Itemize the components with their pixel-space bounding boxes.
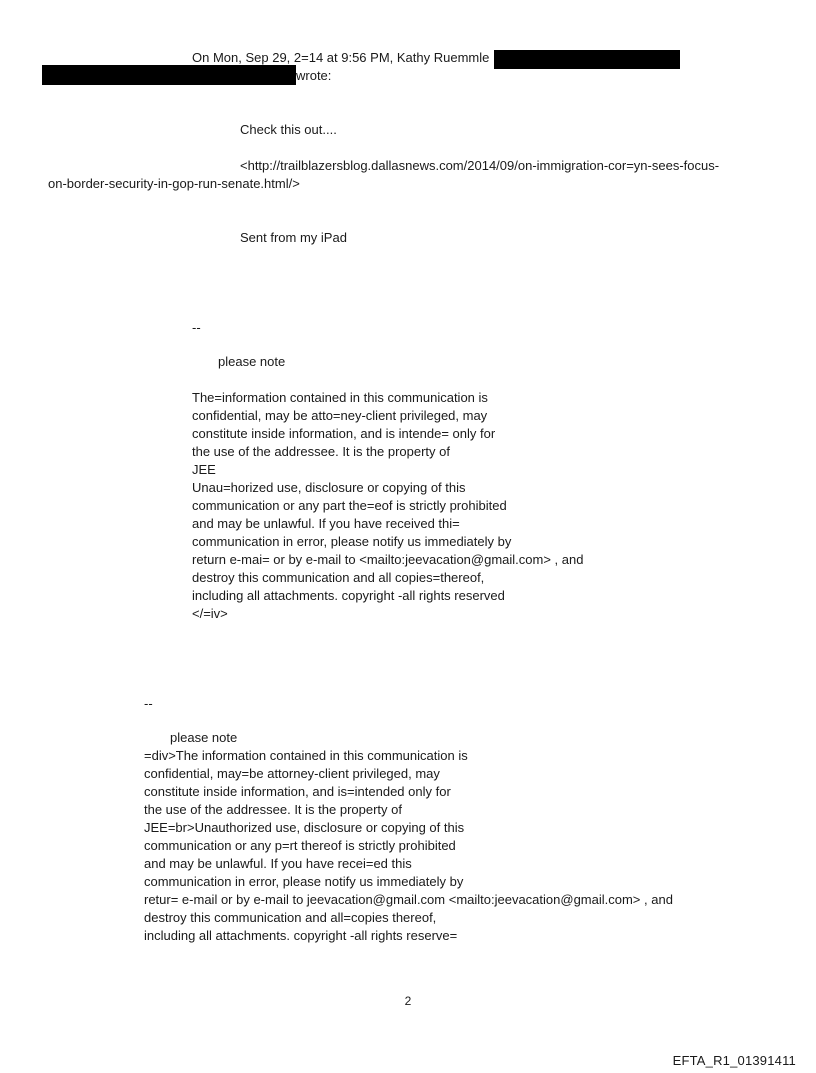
- sig1-line: constitute inside information, and is intende= only for: [192, 426, 496, 441]
- sig2-dash-separator: --: [144, 696, 153, 711]
- sig2-disclaimer: [144, 747, 673, 945]
- message-url-line-2[interactable]: on-border-security-in-gop-run-senate.html/>: [48, 176, 300, 191]
- sig2-please-note: please note: [170, 730, 238, 745]
- sig1-line: JEE: [192, 462, 216, 477]
- sig1-line: communication in error, please notify us immediately by: [192, 534, 512, 549]
- sig2-line: =div>The information contained in this communication is: [144, 748, 468, 763]
- redaction-box-sender-email: [494, 50, 680, 69]
- sig1-dash-separator: --: [192, 320, 201, 335]
- message-url-line-1[interactable]: <http://trailblazersblog.dallasnews.com/2014/09/on-immigration-cor=yn-sees-focus-: [240, 158, 720, 173]
- sig1-line: Unau=horized use, disclosure or copying of this: [192, 480, 466, 495]
- sig2-line: communication in error, please notify us immediately by: [144, 874, 464, 889]
- sig1-line: destroy this communication and all copies=thereof,: [192, 570, 485, 585]
- sig2-line: and may be unlawful. If you have recei=ed this: [144, 856, 412, 871]
- message-sent-from: Sent from my iPad: [240, 230, 347, 245]
- sig1-line: and may be unlawful. If you have received thi=: [192, 516, 460, 531]
- sig2-line: destroy this communication and all=copies thereof,: [144, 910, 437, 925]
- sig2-line: retur= e-mail or by e-mail to jeevacation@gmail.com <mailto:jeevacation@gmail.com> , and: [144, 892, 673, 907]
- bates-number: EFTA_R1_01391411: [672, 1053, 796, 1068]
- sig2-line: the use of the addressee. It is the property of: [144, 802, 402, 817]
- sig1-please-note: please note: [218, 354, 286, 369]
- sig2-line: communication or any p=rt thereof is strictly prohibited: [144, 838, 456, 853]
- message-check-text: Check this out....: [240, 122, 337, 137]
- header-from-line: On Mon, Sep 29, 2=14 at 9:56 PM, Kathy Ruemmle: [192, 50, 490, 65]
- redaction-box-sender-address: [42, 65, 296, 85]
- sig2-line: constitute inside information, and is=intended only for: [144, 784, 451, 799]
- sig1-line: </=iv>: [192, 606, 228, 621]
- sig1-disclaimer: [192, 389, 583, 623]
- sig2-line: including all attachments. copyright -all rights reserve=: [144, 928, 458, 943]
- sig2-line: JEE=br>Unauthorized use, disclosure or copying of this: [144, 820, 465, 835]
- sig2-line: confidential, may=be attorney-client privileged, may: [144, 766, 440, 781]
- page-number: 2: [404, 994, 412, 1008]
- sig1-line: the use of the addressee. It is the property of: [192, 444, 450, 459]
- sig1-line: including all attachments. copyright -all rights reserved: [192, 588, 505, 603]
- sig1-line: The=information contained in this communication is: [192, 390, 488, 405]
- header-wrote-line: wrote:: [296, 68, 332, 83]
- sig1-line: confidential, may be atto=ney-client privileged, may: [192, 408, 488, 423]
- sig1-line: return e-mai= or by e-mail to <mailto:jeevacation@gmail.com> , and: [192, 552, 584, 567]
- sig1-line: communication or any part the=eof is strictly prohibited: [192, 498, 507, 513]
